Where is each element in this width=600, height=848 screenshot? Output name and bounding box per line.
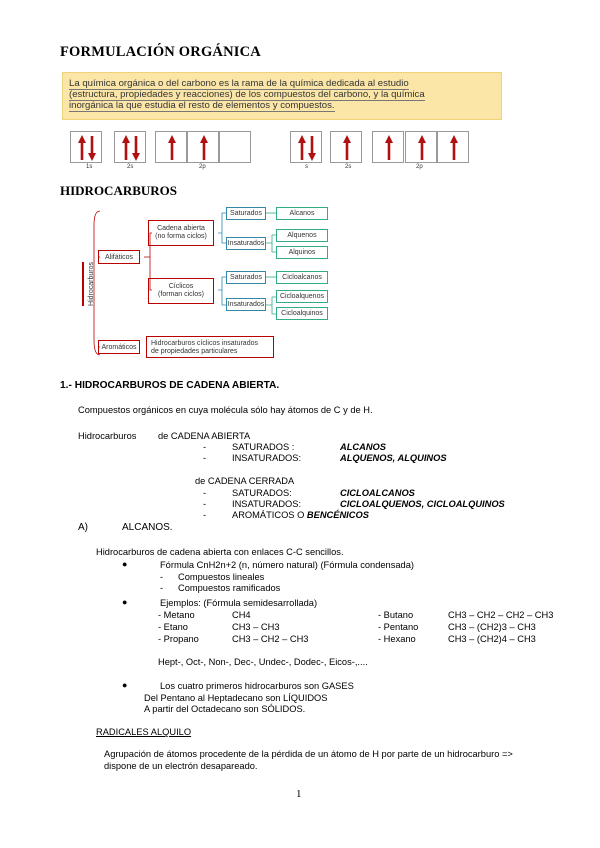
electron-arrow-icon <box>291 132 323 164</box>
dash: - <box>203 510 207 520</box>
tree-cyclic-line: Cíclicos <box>168 283 194 290</box>
electron-arrow-icon <box>331 132 363 164</box>
class-open-k: SATURADOS : <box>232 442 295 452</box>
intro-highlight <box>62 72 502 120</box>
radicals-desc: Agrupación de átomos procedente de la pérdida de un átomo de H por parte de un hidrocarburo => <box>104 749 513 759</box>
tree-root <box>82 262 94 306</box>
orbital-box <box>372 131 404 163</box>
class-closed-v: CICLOALCANOS <box>340 488 415 498</box>
electron-arrow-icon <box>115 132 147 164</box>
electron-arrow-icon <box>438 132 470 164</box>
tree-aromatic-desc-line: de propiedades particulares <box>151 348 238 355</box>
orbital-box <box>187 131 219 163</box>
example-name: - Propano <box>158 634 199 644</box>
class-closed-k: SATURADOS: <box>232 488 292 498</box>
orbital-label: s <box>305 164 308 170</box>
formula-item: Compuestos lineales <box>178 572 265 582</box>
tree-alkanes: Alcanos <box>276 207 328 220</box>
electron-arrow-icon <box>220 132 252 164</box>
tree-root-label: Hidrocarburos <box>88 262 95 306</box>
section-heading: 1.- HIDROCARBUROS DE CADENA ABIERTA. <box>60 380 280 391</box>
orbital-box <box>219 131 251 163</box>
bullet-icon: ● <box>122 597 128 607</box>
electron-arrow-icon <box>373 132 405 164</box>
subsection-title: ALCANOS. <box>122 522 173 533</box>
tree-aromatic: Aromáticos <box>98 340 140 354</box>
tree-aromatic-desc-line: Hidrocarburos cíclicos insaturados <box>151 340 258 347</box>
tree-cycloalkynes: Cicloalquinos <box>276 307 328 320</box>
subsection-letter: A) <box>78 522 88 533</box>
example-formula: CH3 – CH3 <box>232 622 280 632</box>
tree-alkynes: Alquinos <box>276 246 328 259</box>
intro-line: inorgánica la que estudia el resto de elementos y compuestos. <box>69 100 335 111</box>
orbital-label: 2s <box>127 164 134 170</box>
example-formula: CH3 – CH2 – CH3 <box>232 634 309 644</box>
tree-aliphatic: Alifáticos <box>98 250 140 264</box>
example-name: - Butano <box>378 610 414 620</box>
dash: - <box>203 453 207 463</box>
orbital-box <box>114 131 146 163</box>
dash: - <box>160 572 164 582</box>
class-closed-k: INSATURADOS: <box>232 499 302 509</box>
class-open: de CADENA ABIERTA <box>158 431 251 441</box>
orbital-label: 1s <box>86 164 93 170</box>
tree-aromatic-desc <box>146 336 274 358</box>
hidrocarburos-heading: HIDROCARBUROS <box>60 183 178 198</box>
class-open-v: ALQUENOS, ALQUINOS <box>340 453 447 463</box>
orbital-box <box>70 131 102 163</box>
tree-open-chain-line: Cadena abierta <box>157 225 205 232</box>
electron-arrow-icon <box>406 132 438 164</box>
prefixes: Hept-, Oct-, Non-, Dec-, Undec-, Dodec-, Eicos-,.... <box>158 657 368 667</box>
orbital-label: 2p <box>416 164 423 170</box>
page-number: 1 <box>296 788 302 800</box>
examples-title: Ejemplos: (Fórmula semidesarrollada) <box>160 598 318 608</box>
intro-line: La química orgánica o del carbono es la rama de la química dedicada al estudio <box>69 78 409 89</box>
orbital-box <box>155 131 187 163</box>
orbital-box <box>330 131 362 163</box>
section-intro: Compuestos orgánicos en cuya molécula sólo hay átomos de C y de H. <box>78 405 373 415</box>
example-formula: CH3 – (CH2)3 – CH3 <box>448 622 536 632</box>
tree-cycloalkanes: Cicloalcanos <box>276 271 328 284</box>
state-line: A partir del Octadecano son SÓLIDOS. <box>144 704 306 714</box>
example-name: - Metano <box>158 610 195 620</box>
orbital-box <box>290 131 322 163</box>
tree-saturated-cyclic: Saturados <box>226 271 266 284</box>
formula-line: Fórmula CnH2n+2 (n, número natural) (Fórmula condensada) <box>160 560 414 570</box>
state-line: Los cuatro primeros hidrocarburos son GASES <box>160 681 354 691</box>
dash: - <box>203 499 207 509</box>
radicals-desc: dispone de un electrón desapareado. <box>104 761 258 771</box>
tree-unsaturated-cyclic: Insaturados <box>226 298 266 311</box>
radicals-title: RADICALES ALQUILO <box>96 727 192 737</box>
page-title: FORMULACIÓN ORGÁNICA <box>60 44 261 60</box>
example-formula: CH3 – CH2 – CH2 – CH3 <box>448 610 554 620</box>
example-name: - Pentano <box>378 622 419 632</box>
dash: - <box>203 488 207 498</box>
example-formula: CH4 <box>232 610 251 620</box>
electron-arrow-icon <box>188 132 220 164</box>
orbital-box <box>405 131 437 163</box>
alkanes-desc: Hidrocarburos de cadena abierta con enlaces C-C sencillos. <box>96 547 344 557</box>
class-aromatic-prefix: AROMÁTICOS O <box>232 510 307 520</box>
tree-unsaturated-open: Insaturados <box>226 237 266 250</box>
formula-item: Compuestos ramificados <box>178 583 281 593</box>
class-label: Hidrocarburos <box>78 431 137 441</box>
class-closed-v: CICLOALQUENOS, CICLOALQUINOS <box>340 499 505 509</box>
tree-cyclic <box>148 278 214 304</box>
example-name: - Hexano <box>378 634 416 644</box>
tree-open-chain <box>148 220 214 246</box>
tree-alkenes: Alquenos <box>276 229 328 242</box>
example-formula: CH3 – (CH2)4 – CH3 <box>448 634 536 644</box>
orbital-box <box>437 131 469 163</box>
tree-cyclic-line: (forman ciclos) <box>158 291 204 298</box>
state-line: Del Pentano al Heptadecano son LÍQUIDOS <box>144 693 328 703</box>
dash: - <box>203 442 207 452</box>
class-open-k: INSATURADOS: <box>232 453 302 463</box>
tree-saturated-open: Saturados <box>226 207 266 220</box>
tree-cycloalkenes: Cicloalquenos <box>276 290 328 303</box>
electron-arrow-icon <box>156 132 188 164</box>
bullet-icon: ● <box>122 559 128 569</box>
orbital-label: 2s <box>345 164 352 170</box>
intro-line: (estructura, propiedades y reacciones) de los compuestos del carbono, y la química <box>69 89 425 100</box>
dash: - <box>160 583 164 593</box>
class-open-v: ALCANOS <box>340 442 386 452</box>
tree-open-chain-line: (no forma ciclos) <box>155 233 207 240</box>
electron-arrow-icon <box>71 132 103 164</box>
example-name: - Etano <box>158 622 188 632</box>
class-aromatic <box>232 510 369 520</box>
orbital-label: 2p <box>199 164 206 170</box>
bullet-icon: ● <box>122 680 128 690</box>
class-aromatic-bold: BENCÉNICOS <box>306 510 369 520</box>
class-closed: de CADENA CERRADA <box>195 476 295 486</box>
